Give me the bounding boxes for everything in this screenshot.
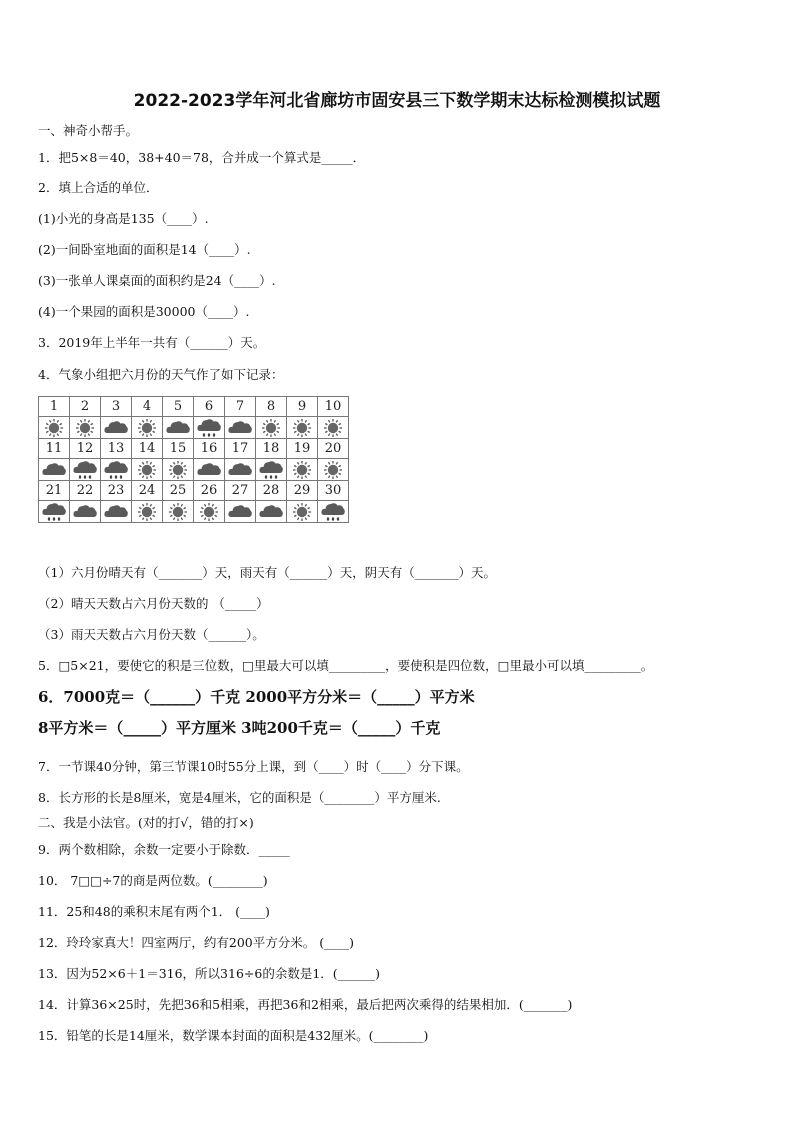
question-3: 3．2019年上半年一共有（______）天。 [38,335,266,350]
weather-icon-cell [256,417,287,439]
weather-day-number: 4 [132,397,163,417]
question-12: 12．玲玲家真大！四室两厅，约有200平方分米。 (____) [38,935,354,950]
weather-day-number: 9 [287,397,318,417]
question-11: 11．25和48的乘积末尾有两个1． (____) [38,904,270,919]
section-1-heading: 一、神奇小帮手。 [38,123,139,138]
weather-day-number: 11 [39,439,70,459]
sun-icon [134,502,160,522]
weather-icon-cell [132,417,163,439]
weather-day-number: 30 [318,481,349,501]
question-2-part-3: (3)一张单人课桌面的面积约是24（____）. [38,273,276,288]
weather-icon-cell [39,459,70,481]
sun-icon [258,418,284,438]
weather-day-number: 27 [225,481,256,501]
weather-icon-cell [318,417,349,439]
weather-day-number: 22 [70,481,101,501]
question-4-part-2: （2）晴天天数占六月份天数的 （_____） [38,596,269,611]
cloud-icon [196,460,222,480]
weather-day-number: 7 [225,397,256,417]
weather-day-number: 23 [101,481,132,501]
weather-icon-cell [256,459,287,481]
weather-icon-cell [101,459,132,481]
weather-icon-cell [132,501,163,523]
weather-day-number: 10 [318,397,349,417]
cloud-icon [165,418,191,438]
question-5: 5．□5×21，要使它的积是三位数，□里最大可以填_________，要使积是四位数，□里最小可以填_________。 [38,658,654,673]
weather-day-row [39,481,349,501]
weather-icon-cell [318,459,349,481]
rain-icon [72,460,98,480]
weather-day-number: 26 [194,481,225,501]
question-2-part-2: (2)一间卧室地面的面积是14（____）. [38,242,251,257]
weather-table [38,396,349,523]
weather-icon-cell [225,459,256,481]
weather-icon-cell [163,501,194,523]
sun-icon [165,460,191,480]
weather-icon-cell [70,501,101,523]
question-10: 10． 7□□÷7的商是两位数。(________) [38,873,268,888]
weather-day-number: 25 [163,481,194,501]
rain-icon [258,460,284,480]
cloud-icon [227,418,253,438]
question-2: 2．填上合适的单位． [38,180,159,195]
cloud-icon [72,502,98,522]
weather-day-number: 20 [318,439,349,459]
rain-icon [320,502,346,522]
weather-day-row [39,439,349,459]
sun-icon [320,460,346,480]
weather-day-number: 13 [101,439,132,459]
weather-icon-cell [163,417,194,439]
page-title: 2022-2023学年河北省廊坊市固安县三下数学期末达标检测模拟试题 [133,91,661,111]
weather-icon-cell [39,417,70,439]
weather-icon-cell [194,459,225,481]
weather-icon-cell [225,417,256,439]
weather-icon-cell [101,417,132,439]
cloud-icon [258,502,284,522]
question-13: 13．因为52×6＋1＝316，所以316÷6的余数是1．(______) [38,966,381,981]
question-7: 7．一节课40分钟，第三节课10时55分上课，到（____）时（____）分下课。 [38,759,469,774]
rain-icon [103,460,129,480]
weather-day-number: 28 [256,481,287,501]
weather-icon-cell [225,501,256,523]
weather-day-number: 17 [225,439,256,459]
weather-day-number: 24 [132,481,163,501]
rain-icon [41,502,67,522]
weather-day-number: 16 [194,439,225,459]
weather-day-number: 6 [194,397,225,417]
weather-icon-cell [39,501,70,523]
weather-icon-cell [194,501,225,523]
weather-icon-cell [256,501,287,523]
weather-day-number: 5 [163,397,194,417]
weather-icon-cell [287,459,318,481]
question-1: 1．把5×8＝40，38+40＝78，合并成一个算式是_____． [38,150,366,165]
sun-icon [320,418,346,438]
question-4: 4．气象小组把六月份的天气作了如下记录： [38,367,284,382]
weather-day-number: 8 [256,397,287,417]
question-4-part-1: （1）六月份晴天有（_______）天，雨天有（______）天，阴天有（_______）天。 [38,565,496,580]
cloud-icon [103,418,129,438]
question-6-line-2: 8平方米＝（_____）平方厘米 3吨200千克＝（_____）千克 [38,719,441,737]
sun-icon [196,502,222,522]
weather-icon-cell [163,459,194,481]
question-6-line-1: 6．7000克＝（______）千克 2000平方分米＝（_____）平方米 [38,688,475,706]
weather-icon-row [39,501,349,523]
sun-icon [72,418,98,438]
weather-icon-row [39,459,349,481]
sun-icon [41,418,67,438]
weather-day-row [39,397,349,417]
weather-icon-cell [132,459,163,481]
weather-icon-cell [70,459,101,481]
cloud-icon [227,502,253,522]
weather-icon-cell [287,417,318,439]
sun-icon [165,502,191,522]
section-2-heading: 二、我是小法官。(对的打√，错的打×) [38,815,254,830]
weather-icon-cell [101,501,132,523]
question-15: 15．铅笔的长是14厘米，数学课本封面的面积是432厘米。(________) [38,1028,429,1043]
question-9: 9．两个数相除，余数一定要小于除数．_____ [38,842,290,857]
question-2-part-4: (4)一个果园的面积是30000（____）. [38,304,250,319]
weather-day-number: 2 [70,397,101,417]
sun-icon [289,460,315,480]
question-4-part-3: （3）雨天天数占六月份天数（______）。 [38,627,265,642]
weather-day-number: 19 [287,439,318,459]
weather-icon-cell [70,417,101,439]
sun-icon [134,460,160,480]
weather-day-number: 18 [256,439,287,459]
weather-day-number: 1 [39,397,70,417]
cloud-icon [41,460,67,480]
weather-day-number: 21 [39,481,70,501]
question-14: 14．计算36×25时，先把36和5相乘，再把36和2相乘，最后把两次乘得的结果相加．(_______) [38,997,573,1012]
sun-icon [289,418,315,438]
weather-day-number: 29 [287,481,318,501]
question-8: 8．长方形的长是8厘米，宽是4厘米，它的面积是（________）平方厘米. [38,790,441,805]
sun-icon [134,418,160,438]
rain-icon [196,418,222,438]
cloud-icon [227,460,253,480]
question-2-part-1: (1)小光的身高是135（____）. [38,211,209,226]
sun-icon [289,502,315,522]
weather-day-number: 3 [101,397,132,417]
weather-icon-cell [194,417,225,439]
weather-day-number: 12 [70,439,101,459]
weather-icon-cell [287,501,318,523]
weather-day-number: 15 [163,439,194,459]
weather-icon-cell [318,501,349,523]
weather-day-number: 14 [132,439,163,459]
cloud-icon [103,502,129,522]
weather-icon-row [39,417,349,439]
